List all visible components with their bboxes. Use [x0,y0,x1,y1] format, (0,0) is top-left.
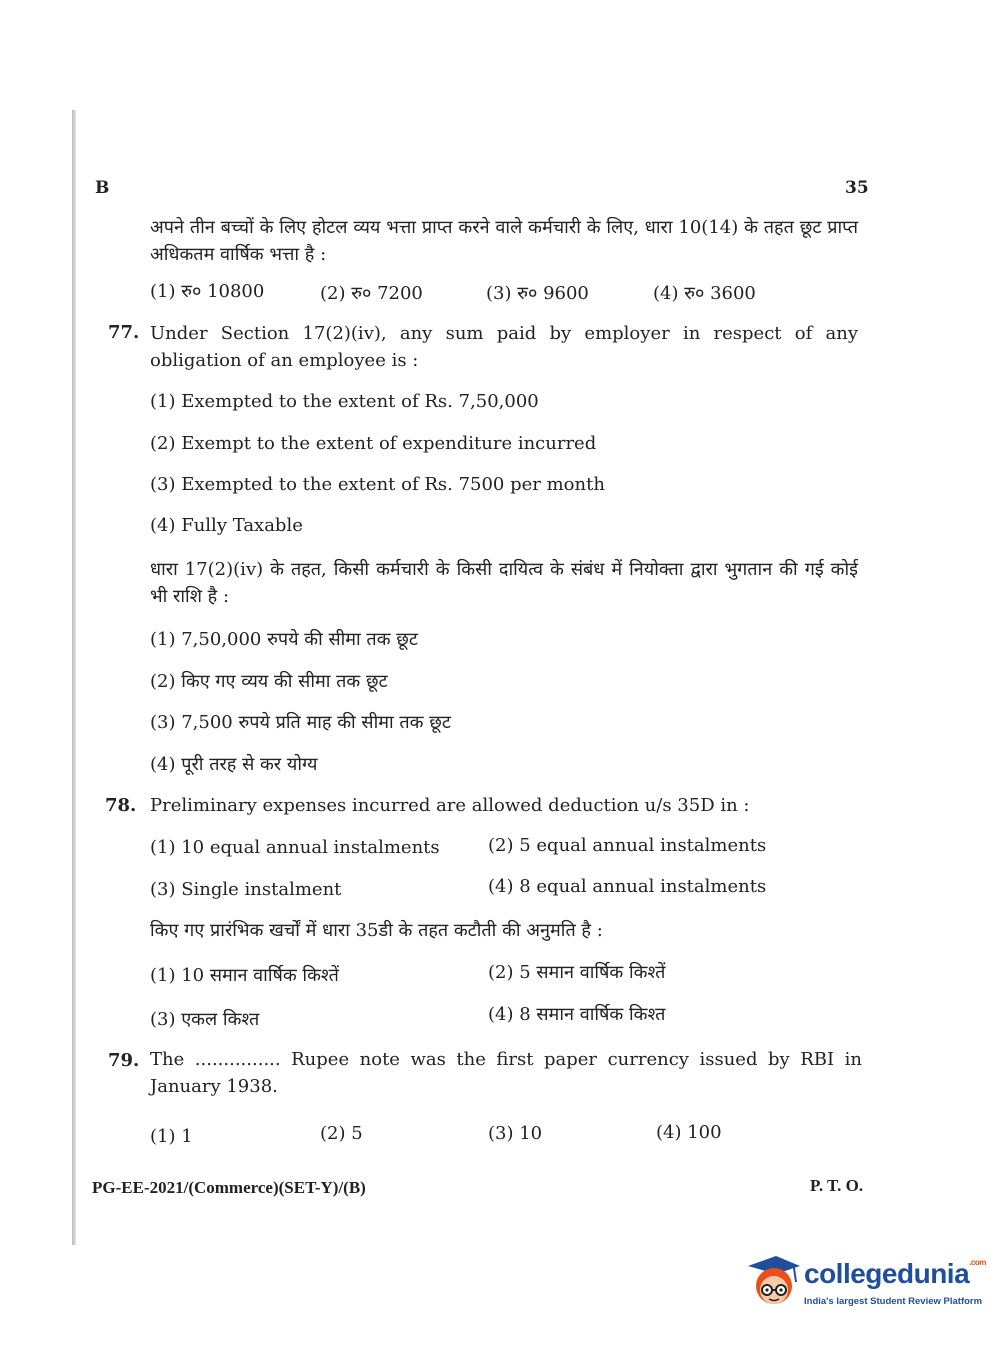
q79-option-2: (2) 5 [320,1123,363,1144]
q79-option-4: (4) 100 [656,1122,722,1143]
page-number: 35 [845,178,869,198]
q77-hindi-option-1: (1) 7,50,000 रुपये की सीमा तक छूट [150,629,418,650]
q79-option-3: (3) 10 [488,1123,543,1144]
q78-option-1: (1) 10 equal annual instalments [150,837,440,858]
q78-option-2: (2) 5 equal annual instalments [488,835,767,856]
q77-option-1: (1) Exempted to the extent of Rs. 7,50,000 [150,391,539,412]
q78-number: 78. [105,795,137,816]
q79-option-1: (1) 1 [150,1126,193,1147]
q78-hindi-text: किए गए प्रारंभिक खर्चों में धारा 35डी के तहत कटौती की अनुमति है : [150,920,603,941]
q77-hindi-option-3: (3) 7,500 रुपये प्रति माह की सीमा तक छूट [150,712,451,733]
mascot-icon [742,1252,802,1312]
q77-option-4: (4) Fully Taxable [150,515,303,536]
collegedunia-logo [742,1250,986,1316]
q77-hindi-text: धारा 17(2)(iv) के तहत, किसी कर्मचारी के किसी दायित्व के संबंध में नियोक्ता द्वारा भुगतान की गई कोई भी राशि है : [150,559,858,607]
q78-hindi-option-3: (3) एकल किश्त [150,1009,260,1030]
q78-text: Preliminary expenses incurred are allowed deduction u/s 35D in : [150,795,750,816]
q77-hindi-option-2: (2) किए गए व्यय की सीमा तक छूट [150,671,388,692]
q76-option-4: (4) रु० 3600 [653,283,756,304]
q77-option-2: (2) Exempt to the extent of expenditure incurred [150,433,597,454]
brand-tagline: India's largest Student Review Platform [804,1296,983,1307]
pto-label: P. T. O. [810,1176,864,1195]
paper-code: PG-EE-2021/(Commerce)(SET-Y)/(B) [92,1178,366,1197]
q76-option-2: (2) रु० 7200 [320,283,423,304]
brand-suffix: .com [969,1258,986,1267]
q78-hindi-option-1: (1) 10 समान वार्षिक किश्तें [150,965,339,986]
q79-text: The ............... Rupee note was the first paper currency issued by RBI in January 1938. [150,1049,862,1097]
q76-hindi-text: अपने तीन बच्चों के लिए होटल व्यय भत्ता प्राप्त करने वाले कर्मचारी के लिए, धारा 10(14) के तहत छूट प्राप्त अधिकतम वार्षिक भत्ता है : [150,217,858,265]
q77-number: 77. [108,322,140,343]
set-letter: B [95,178,110,198]
q76-option-1: (1) रु० 10800 [150,281,265,302]
q78-option-3: (3) Single instalment [150,879,342,900]
q77-text: Under Section 17(2)(iv), any sum paid by employer in respect of any obligation of an employee is : [150,323,858,371]
q78-option-4: (4) 8 equal annual instalments [488,876,767,897]
q77-hindi-option-4: (4) पूरी तरह से कर योग्य [150,754,318,775]
q78-hindi-option-2: (2) 5 समान वार्षिक किश्तें [488,962,666,983]
brand-name: collegedunia$^{.com}$ [804,1258,986,1289]
q79-number: 79. [108,1050,140,1071]
q76-option-3: (3) रु० 9600 [486,283,589,304]
q77-option-3: (3) Exempted to the extent of Rs. 7500 per month [150,474,605,495]
scan-edge [72,110,76,1245]
q78-hindi-option-4: (4) 8 समान वार्षिक किश्त [488,1004,666,1025]
